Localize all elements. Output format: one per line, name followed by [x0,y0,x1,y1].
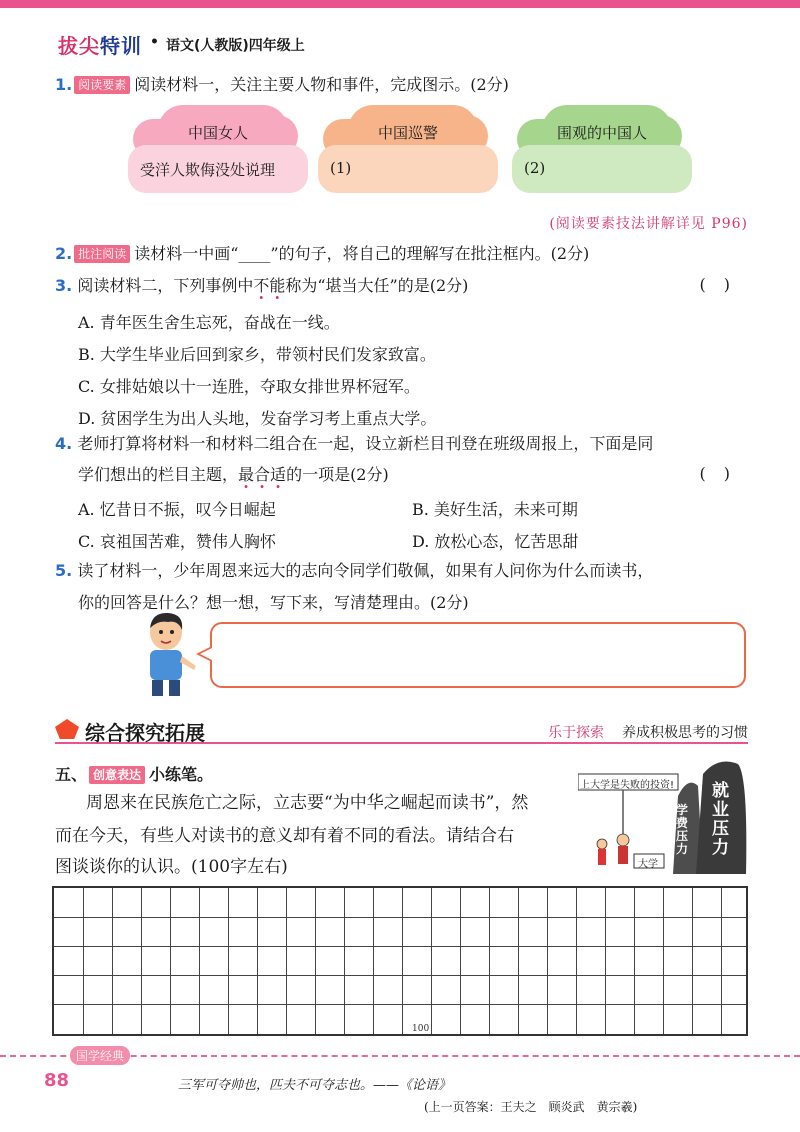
cloud-label: 中国女人 [187,124,248,142]
brand-logo [58,30,142,59]
option-a: A. 忆昔日不振，叹今日崛起 [78,500,276,519]
question-text: 读了材料一，少年周恩来远大的志向令同学们敬佩，如果有人问你为什么而读书， [77,561,654,580]
cartoon-rock-label: 学费压力 [676,803,689,856]
section-title: 综合探究拓展 [85,721,205,745]
question-text: 老师打算将材料一和材料二组合在一起，设立新栏目刊登在班级周报上，下面是同 [77,434,654,453]
question-text: 阅读材料二，下列事例中 [77,276,254,295]
brand-part1: 拔尖 [58,34,100,58]
option-a: A. 青年医生舍生忘死，奋战在一线。 [78,313,340,332]
classic-quote: 三军可夺帅也，匹夫不可夺志也。——《论语》 [178,1078,452,1093]
question-number: 3. [55,276,73,295]
cartoon-desk-label: 大学 [638,859,658,870]
task-paragraph-line: 周恩来在民族危亡之际，立志要“为中华之崛起而读书”，然 [86,793,529,813]
footer-tag: 国学经典 [70,1046,130,1065]
question-text: 称为“堪当大任”的是(2分) [285,276,469,295]
option-d: D. 放松心态，忆苦思甜 [412,532,579,551]
question-2 [55,243,589,265]
page-number: 88 [44,1070,70,1091]
cartoon-illustration [578,756,748,874]
question-text: 的一项是(2分) [286,465,389,484]
writing-grid[interactable] [52,886,748,1036]
question-4-line1 [55,433,653,455]
page-header [0,0,800,62]
emphasis-char: 不 [253,276,270,295]
header-dot: • [150,34,159,50]
question-number: 2. [55,244,73,263]
question-5-line1 [55,560,653,582]
cartoon-rock-label: 就业压力 [712,781,729,858]
emphasis-char: 能 [269,276,286,295]
question-1 [55,74,509,96]
answer-parentheses[interactable]: () [699,275,748,294]
task-heading [55,762,213,785]
task-tag: 创意表达 [89,766,145,784]
option-c: C. 哀祖国苦难，赞伟人胸怀 [78,532,276,551]
question-text: 阅读材料一，关注主要人物和事件，完成图示。(2分) [134,75,509,94]
boy-illustration [138,610,198,698]
task-title: 小练笔。 [149,765,214,784]
cloud-value: (2) [524,159,546,177]
bubble-tail-inner [200,648,212,660]
task-prefix: 五、 [55,765,88,784]
emphasis-char: 合 [254,465,271,484]
cloud-label: 中国巡警 [377,124,438,142]
option-c: C. 女排姑娘以十一连胜，夺取女排世界杯冠军。 [78,377,420,396]
answer-speech-bubble[interactable] [210,622,746,688]
option-d: D. 贫困学生为出人头地，发奋学习考上重点大学。 [78,409,437,428]
cartoon-sign-text: 上大学是失败的投资! [580,780,675,791]
skill-reference: (阅读要素技法讲解详见 P96) [549,216,748,232]
cloud-label: 围观的中国人 [556,124,647,142]
cloud-diagram-onlookers [512,105,692,195]
option-b: B. 大学生毕业后回到家乡，带领村民们发家致富。 [78,345,436,364]
section-slogan [548,722,748,742]
question-number: 4. [55,434,73,453]
question-number: 1. [55,75,73,94]
emphasis-char: 最 [238,465,255,484]
question-tag: 批注阅读 [74,245,130,263]
answer-parentheses[interactable]: () [699,464,748,483]
brand-part2: 特训 [100,34,142,58]
task-paragraph-line: 而在今天，有些人对读书的意义却有着不同的看法。请结合右 [55,826,514,846]
question-text: 读材料一中画“____”的句子，将自己的理解写在批注框内。(2分) [134,244,590,263]
cloud-value: 受洋人欺侮没处说理 [140,161,276,179]
task-paragraph-line: 图谈谈你的认识。(100字左右) [55,857,288,877]
slogan-text: 养成积极思考的习惯 [622,725,748,741]
header-bar [0,0,800,8]
question-tag: 阅读要素 [74,76,130,94]
question-number: 5. [55,561,73,580]
cloud-value: (1) [330,159,352,177]
question-text: 学们想出的栏目主题， [78,465,239,484]
question-5-line2: 你的回答是什么？想一想，写下来，写清楚理由。(2分) [78,593,469,612]
slogan-highlight: 乐于探索 [548,725,604,741]
emphasis-char: 适 [270,465,287,484]
option-b: B. 美好生活，未来可期 [412,500,578,519]
section-header [55,716,748,744]
section-star-icon [55,719,79,739]
word-count-mark: 100 [412,1024,430,1034]
question-4-line2 [78,464,389,486]
question-3 [55,275,468,297]
cloud-diagram-woman [128,105,308,195]
previous-page-answer: (上一页答案：王夫之 顾炎武 黄宗羲) [424,1100,638,1114]
cloud-diagram-police [318,105,498,195]
book-subtitle: 语文(人教版)四年级上 [166,38,305,54]
